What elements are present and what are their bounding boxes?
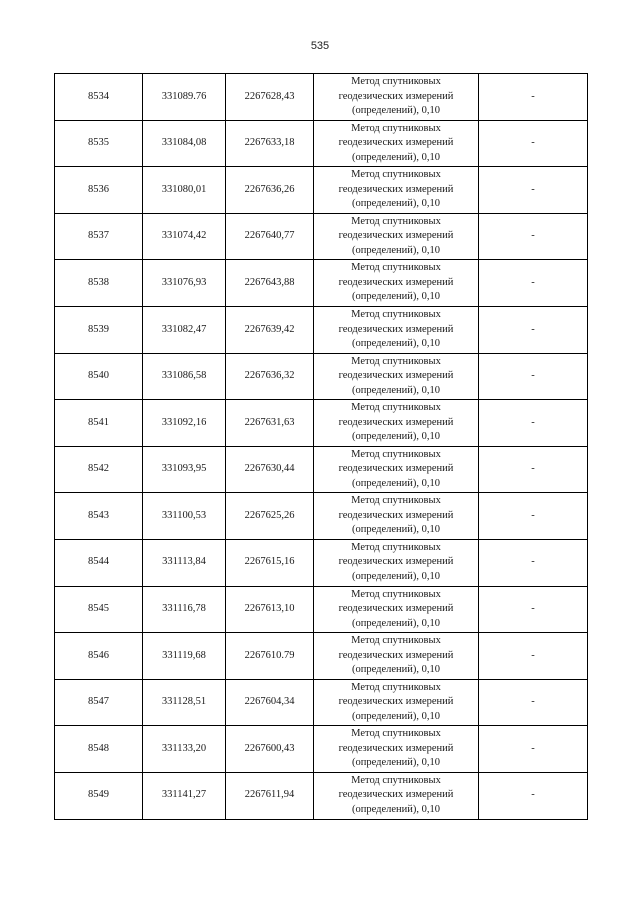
point-number-cell: 8536 [55, 167, 143, 214]
table-row [55, 306, 588, 353]
method-text-line: геодезических измерений [338, 323, 454, 335]
point-number-cell: 8538 [55, 260, 143, 307]
method-text-line: геодезических измерений [338, 90, 454, 102]
method-text-line: (определений), 0,10 [351, 431, 441, 443]
method-text-line: Метод спутниковых [351, 774, 441, 786]
method-cell [314, 726, 479, 773]
method-cell [314, 260, 479, 307]
coordinate-y-cell: 2267636,32 [226, 353, 314, 400]
coordinate-y-cell: 2267631,63 [226, 400, 314, 447]
coordinate-x-cell: 331133,20 [143, 726, 226, 773]
note-cell: - [479, 633, 588, 680]
point-number-cell: 8537 [55, 213, 143, 260]
coordinate-y-cell: 2267611,94 [226, 772, 314, 819]
note-cell: - [479, 120, 588, 167]
table-row [55, 633, 588, 680]
method-text-line: (определений), 0,10 [351, 338, 441, 350]
table-row [55, 120, 588, 167]
method-text-line: Метод спутниковых [351, 309, 441, 321]
note-cell: - [479, 306, 588, 353]
method-text-line: (определений), 0,10 [351, 384, 441, 396]
point-number-cell: 8545 [55, 586, 143, 633]
method-cell [314, 353, 479, 400]
method-text-line: геодезических измерений [338, 556, 454, 568]
method-text-line: геодезических измерений [338, 789, 454, 801]
method-text-line: геодезических измерений [338, 230, 454, 242]
coordinate-y-cell: 2267604,34 [226, 679, 314, 726]
coordinate-x-cell: 331076,93 [143, 260, 226, 307]
note-cell: - [479, 772, 588, 819]
method-text-line: (определений), 0,10 [351, 151, 441, 163]
note-cell: - [479, 400, 588, 447]
coordinate-x-cell: 331119,68 [143, 633, 226, 680]
method-cell [314, 772, 479, 819]
coordinate-y-cell: 2267600,43 [226, 726, 314, 773]
method-cell [314, 633, 479, 680]
point-number-cell: 8546 [55, 633, 143, 680]
method-text-line: Метод спутниковых [351, 169, 441, 181]
point-number-cell: 8542 [55, 446, 143, 493]
method-text-line: Метод спутниковых [351, 262, 441, 274]
method-cell [314, 400, 479, 447]
method-text-line: Метод спутниковых [351, 635, 441, 647]
table-row [55, 167, 588, 214]
coordinate-y-cell: 2267613,10 [226, 586, 314, 633]
method-text-line: геодезических измерений [338, 603, 454, 615]
method-text-line: Метод спутниковых [351, 448, 441, 460]
page-number: 535 [310, 40, 330, 52]
method-text-line: (определений), 0,10 [351, 291, 441, 303]
table-row [55, 679, 588, 726]
method-text-line: Метод спутниковых [351, 122, 441, 134]
note-cell: - [479, 679, 588, 726]
method-text-line: (определений), 0,10 [351, 198, 441, 210]
point-number-cell: 8534 [55, 74, 143, 121]
table-row [55, 74, 588, 121]
method-text-line: Метод спутниковых [351, 402, 441, 414]
method-text-line: геодезических измерений [338, 370, 454, 382]
note-cell: - [479, 493, 588, 540]
table-row [55, 213, 588, 260]
method-text-line: геодезических измерений [338, 276, 454, 288]
coordinate-y-cell: 2267633,18 [226, 120, 314, 167]
point-number-cell: 8541 [55, 400, 143, 447]
point-number-cell: 8544 [55, 539, 143, 586]
note-cell: - [479, 353, 588, 400]
table-row [55, 772, 588, 819]
method-cell [314, 74, 479, 121]
coordinate-x-cell: 331080,01 [143, 167, 226, 214]
method-text-line: (определений), 0,10 [351, 477, 441, 489]
method-text-line: геодезических измерений [338, 137, 454, 149]
coordinate-x-cell: 331113,84 [143, 539, 226, 586]
method-text-line: (определений), 0,10 [351, 570, 441, 582]
method-cell [314, 539, 479, 586]
method-text-line: (определений), 0,10 [351, 803, 441, 815]
method-cell [314, 213, 479, 260]
note-cell: - [479, 586, 588, 633]
method-cell [314, 679, 479, 726]
table-row [55, 726, 588, 773]
coordinate-x-cell: 331082,47 [143, 306, 226, 353]
coordinate-x-cell: 331084,08 [143, 120, 226, 167]
method-cell [314, 120, 479, 167]
method-text-line: Метод спутниковых [351, 355, 441, 367]
method-text-line: геодезических измерений [338, 183, 454, 195]
note-cell: - [479, 726, 588, 773]
table-row [55, 260, 588, 307]
table-row [55, 493, 588, 540]
method-text-line: (определений), 0,10 [351, 664, 441, 676]
method-cell [314, 493, 479, 540]
note-cell: - [479, 539, 588, 586]
coordinates-table-body [55, 74, 588, 820]
table-row [55, 400, 588, 447]
table-row [55, 586, 588, 633]
method-text-line: Метод спутниковых [351, 681, 441, 693]
method-text-line: Метод спутниковых [351, 215, 441, 227]
note-cell: - [479, 213, 588, 260]
coordinate-y-cell: 2267630,44 [226, 446, 314, 493]
coordinate-x-cell: 331089.76 [143, 74, 226, 121]
method-text-line: Метод спутниковых [351, 541, 441, 553]
table-row [55, 539, 588, 586]
method-text-line: Метод спутниковых [351, 728, 441, 740]
method-text-line: (определений), 0,10 [351, 524, 441, 536]
coordinate-y-cell: 2267640,77 [226, 213, 314, 260]
method-text-line: (определений), 0,10 [351, 244, 441, 256]
table-row [55, 446, 588, 493]
point-number-cell: 8543 [55, 493, 143, 540]
method-text-line: геодезических измерений [338, 463, 454, 475]
coordinate-x-cell: 331100,53 [143, 493, 226, 540]
method-cell [314, 586, 479, 633]
point-number-cell: 8547 [55, 679, 143, 726]
coordinate-y-cell: 2267636,26 [226, 167, 314, 214]
method-text-line: Метод спутниковых [351, 76, 441, 88]
method-cell [314, 167, 479, 214]
method-text-line: геодезических измерений [338, 742, 454, 754]
note-cell: - [479, 260, 588, 307]
note-cell: - [479, 74, 588, 121]
coordinate-y-cell: 2267628,43 [226, 74, 314, 121]
table-row [55, 353, 588, 400]
point-number-cell: 8548 [55, 726, 143, 773]
point-number-cell: 8549 [55, 772, 143, 819]
method-text-line: геодезических измерений [338, 509, 454, 521]
method-cell [314, 446, 479, 493]
point-number-cell: 8540 [55, 353, 143, 400]
method-text-line: геодезических измерений [338, 416, 454, 428]
point-number-cell: 8539 [55, 306, 143, 353]
method-text-line: Метод спутниковых [351, 495, 441, 507]
method-text-line: Метод спутниковых [351, 588, 441, 600]
coordinate-y-cell: 2267625,26 [226, 493, 314, 540]
method-cell [314, 306, 479, 353]
method-text-line: (определений), 0,10 [351, 105, 441, 117]
method-text-line: (определений), 0,10 [351, 757, 441, 769]
note-cell: - [479, 446, 588, 493]
method-text-line: геодезических измерений [338, 649, 454, 661]
method-text-line: (определений), 0,10 [351, 617, 441, 629]
coordinate-y-cell: 2267639,42 [226, 306, 314, 353]
method-text-line: геодезических измерений [338, 696, 454, 708]
note-cell: - [479, 167, 588, 214]
coordinate-y-cell: 2267643,88 [226, 260, 314, 307]
coordinate-x-cell: 331141,27 [143, 772, 226, 819]
coordinate-x-cell: 331093,95 [143, 446, 226, 493]
coordinate-x-cell: 331116,78 [143, 586, 226, 633]
coordinate-x-cell: 331074,42 [143, 213, 226, 260]
coordinate-y-cell: 2267615,16 [226, 539, 314, 586]
coordinate-x-cell: 331086,58 [143, 353, 226, 400]
method-text-line: (определений), 0,10 [351, 710, 441, 722]
point-number-cell: 8535 [55, 120, 143, 167]
coordinate-x-cell: 331128,51 [143, 679, 226, 726]
coordinate-y-cell: 2267610.79 [226, 633, 314, 680]
coordinates-table [54, 73, 588, 820]
coordinate-x-cell: 331092,16 [143, 400, 226, 447]
